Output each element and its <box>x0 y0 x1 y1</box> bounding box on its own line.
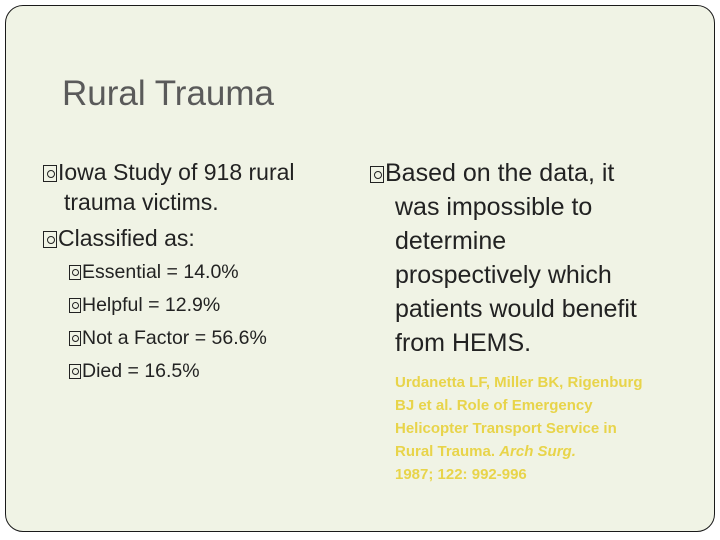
sub-bullet-text: Essential = 14.0% <box>82 261 239 283</box>
citation-line: BJ et al. Role of Emergency <box>395 397 593 414</box>
sub-bullet-essential <box>69 257 239 287</box>
right-bullet-line: from HEMS. <box>395 329 532 357</box>
sub-bullet-text: Helpful = 12.9% <box>82 294 221 316</box>
citation <box>395 371 695 486</box>
bullet-icon <box>69 364 81 379</box>
citation-line: Helicopter Transport Service in <box>395 420 617 437</box>
bullet-iowa-study-continued: trauma victims. <box>64 189 219 215</box>
right-bullet-text: Based on the data, it <box>385 159 615 187</box>
bullet-text: Classified as: <box>58 225 195 251</box>
bullet-icon <box>43 231 57 248</box>
bullet-iowa-study <box>43 156 295 188</box>
right-bullet-hems <box>370 156 690 360</box>
slide-title: Rural Trauma <box>62 74 275 113</box>
right-bullet-line: patients would benefit <box>395 295 637 323</box>
sub-bullet-not-a-factor <box>69 323 267 353</box>
sub-bullet-helpful <box>69 290 220 320</box>
bullet-icon <box>69 298 81 313</box>
sub-bullet-text: Not a Factor = 56.6% <box>82 327 267 349</box>
right-bullet-line: determine <box>395 227 507 255</box>
sub-bullet-text: Died = 16.5% <box>82 360 200 382</box>
bullet-classified <box>43 222 195 254</box>
citation-line: 1987; 122: 992-996 <box>395 466 527 483</box>
citation-line: Urdanetta LF, Miller BK, Rigenburg <box>395 374 643 391</box>
right-bullet-line: was impossible to <box>395 193 593 221</box>
sub-bullet-died <box>69 356 200 386</box>
bullet-text: Iowa Study of 918 rural <box>58 159 295 185</box>
citation-line <box>395 440 695 463</box>
bullet-icon <box>43 165 57 182</box>
bullet-icon <box>69 331 81 346</box>
bullet-icon <box>69 265 81 280</box>
right-bullet-line: prospectively which <box>395 261 612 289</box>
citation-text: Rural Trauma. <box>395 443 500 460</box>
right-bullet-line <box>370 156 690 190</box>
bullet-icon <box>370 166 384 183</box>
journal-name: Arch Surg. <box>499 443 576 460</box>
